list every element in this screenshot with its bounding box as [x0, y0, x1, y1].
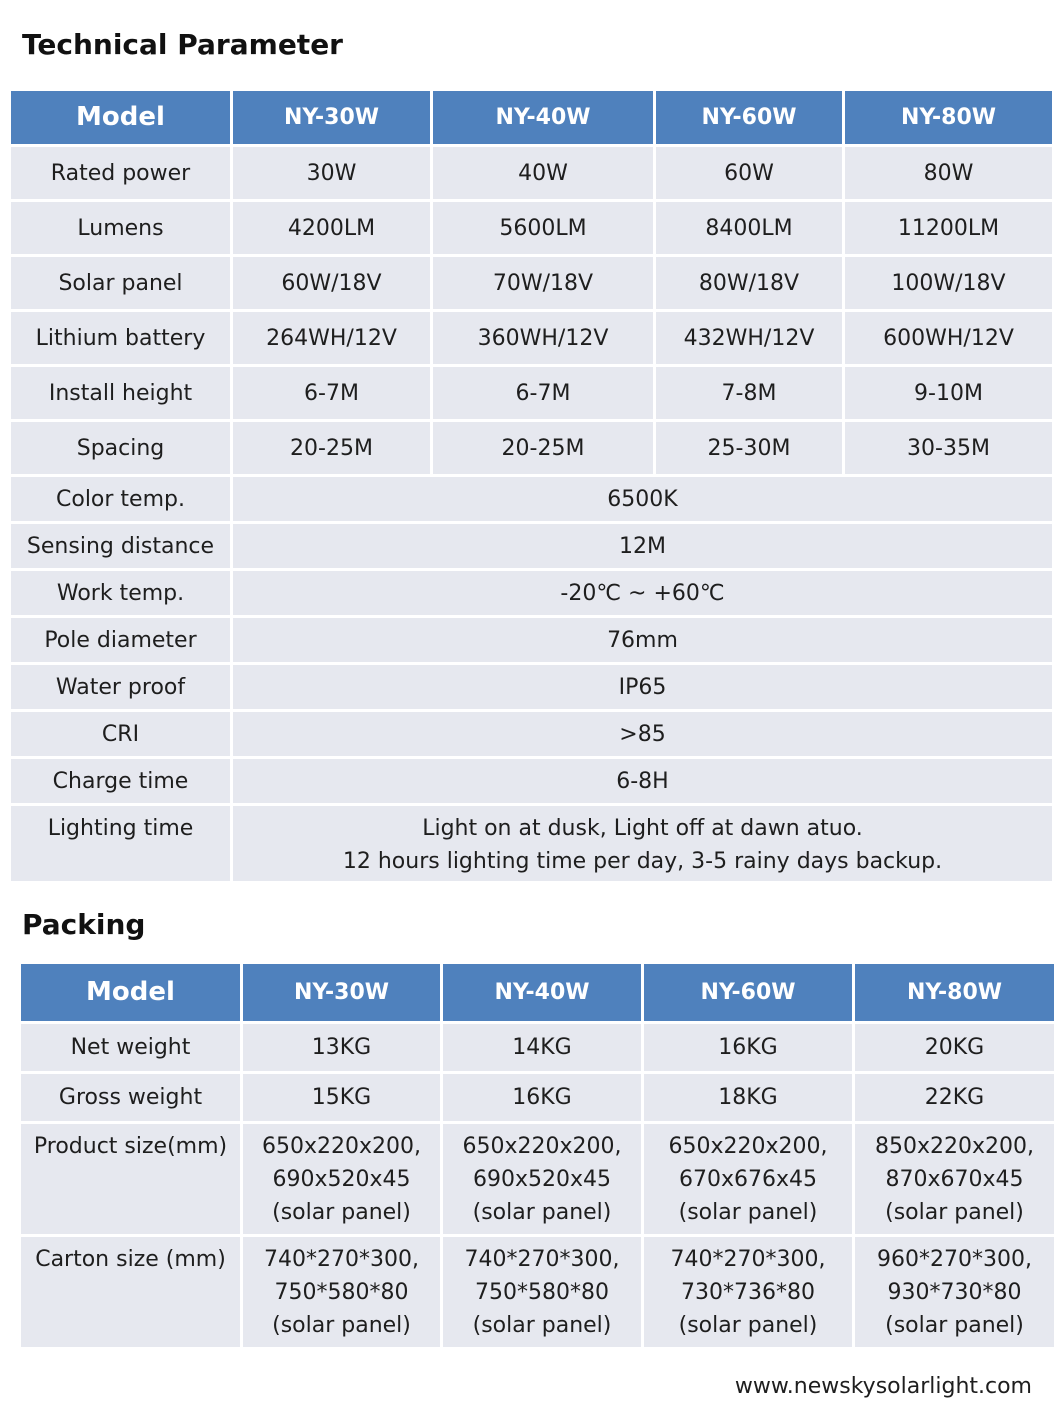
cell-line: (solar panel) [678, 1200, 818, 1225]
table-row [10, 201, 1054, 256]
table-row [10, 146, 1054, 201]
cell-line: 850x220x200, [874, 1134, 1034, 1159]
cell-value: 7-8M [655, 366, 844, 421]
cell-line: 960*270*300, [877, 1247, 1032, 1272]
row-label: Spacing [10, 421, 232, 476]
cell-value [242, 1123, 442, 1236]
row-label: Carton size (mm) [20, 1236, 242, 1349]
cell-value: 100W/18V [844, 256, 1054, 311]
cell-line: 750*580*80 [274, 1280, 409, 1305]
cell-line: (solar panel) [472, 1200, 612, 1225]
header-ny-40w: NY-40W [432, 90, 655, 146]
cell-value: 30-35M [844, 421, 1054, 476]
table-row [10, 664, 1054, 711]
row-label: Work temp. [10, 570, 232, 617]
cell-value: 30W [232, 146, 432, 201]
cell-value: 360WH/12V [432, 311, 655, 366]
cell-line: 930*730*80 [887, 1280, 1022, 1305]
cell-line: 740*270*300, [264, 1247, 419, 1272]
cell-line: (solar panel) [885, 1313, 1024, 1338]
header-ny-30w: NY-30W [232, 90, 432, 146]
cell-line: (solar panel) [272, 1200, 411, 1225]
table-header-row [20, 963, 1056, 1023]
cell-line: 650x220x200, [668, 1134, 828, 1159]
table-row [10, 805, 1054, 883]
cell-value: 80W [844, 146, 1054, 201]
cell-value [854, 1123, 1056, 1236]
cell-line: (solar panel) [272, 1313, 411, 1338]
cell-line: 740*270*300, [464, 1247, 620, 1272]
cell-value: 20KG [854, 1023, 1056, 1073]
table-row [10, 570, 1054, 617]
cell-line: 650x220x200, [462, 1134, 622, 1159]
cell-value: 5600LM [432, 201, 655, 256]
row-label: Install height [10, 366, 232, 421]
cell-value-common: 6500K [232, 476, 1054, 523]
row-label: Rated power [10, 146, 232, 201]
cell-value: 60W/18V [232, 256, 432, 311]
table-row [10, 311, 1054, 366]
cell-value-common: IP65 [232, 664, 1054, 711]
row-label: Solar panel [10, 256, 232, 311]
table-row [10, 256, 1054, 311]
header-model: Model [10, 90, 232, 146]
cell-line: 870x670x45 [885, 1167, 1024, 1192]
cell-value: 16KG [643, 1023, 854, 1073]
lighting-time-value [232, 805, 1054, 883]
table-row [10, 758, 1054, 805]
cell-line: 650x220x200, [261, 1134, 421, 1159]
cell-value-common: 12M [232, 523, 1054, 570]
row-label: Lumens [10, 201, 232, 256]
row-label: CRI [10, 711, 232, 758]
row-label: Lighting time [10, 805, 232, 883]
header-ny-60w: NY-60W [655, 90, 844, 146]
row-label: Product size(mm) [20, 1123, 242, 1236]
table-row [20, 1023, 1056, 1073]
cell-value-common: 6-8H [232, 758, 1054, 805]
row-label: Net weight [20, 1023, 242, 1073]
table-row [10, 617, 1054, 664]
table-row [10, 476, 1054, 523]
cell-value: 60W [655, 146, 844, 201]
cell-line: (solar panel) [885, 1200, 1024, 1225]
table-row [10, 523, 1054, 570]
cell-value [643, 1123, 854, 1236]
table-row [20, 1123, 1056, 1236]
row-label: Sensing distance [10, 523, 232, 570]
header-ny-30w: NY-30W [242, 963, 442, 1023]
cell-value [854, 1236, 1056, 1349]
cell-value: 40W [432, 146, 655, 201]
row-label: Lithium battery [10, 311, 232, 366]
cell-value: 20-25M [232, 421, 432, 476]
header-ny-80w: NY-80W [854, 963, 1056, 1023]
cell-value: 264WH/12V [232, 311, 432, 366]
cell-line: 750*580*80 [475, 1280, 609, 1305]
cell-line: 670x676x45 [678, 1167, 817, 1192]
header-ny-80w: NY-80W [844, 90, 1054, 146]
header-model: Model [20, 963, 242, 1023]
row-label: Pole diameter [10, 617, 232, 664]
cell-value: 15KG [242, 1073, 442, 1123]
packing-table [18, 961, 1057, 1350]
cell-value-common: >85 [232, 711, 1054, 758]
cell-value: 25-30M [655, 421, 844, 476]
table-row [10, 421, 1054, 476]
cell-value: 600WH/12V [844, 311, 1054, 366]
cell-value: 4200LM [232, 201, 432, 256]
cell-value: 80W/18V [655, 256, 844, 311]
row-label: Water proof [10, 664, 232, 711]
cell-value [242, 1236, 442, 1349]
table-row [10, 366, 1054, 421]
cell-line: 740*270*300, [670, 1247, 826, 1272]
cell-value: 18KG [643, 1073, 854, 1123]
table-row [20, 1073, 1056, 1123]
website-url: www.newskysolarlight.com [734, 1374, 1032, 1399]
cell-value: 432WH/12V [655, 311, 844, 366]
row-label: Color temp. [10, 476, 232, 523]
table-row [20, 1236, 1056, 1349]
cell-line: 690x520x45 [272, 1167, 411, 1192]
header-ny-40w: NY-40W [442, 963, 643, 1023]
packing-title: Packing [22, 908, 146, 941]
cell-value-common: -20℃ ~ +60℃ [232, 570, 1054, 617]
cell-value: 6-7M [232, 366, 432, 421]
cell-value: 20-25M [432, 421, 655, 476]
cell-value: 13KG [242, 1023, 442, 1073]
row-label: Charge time [10, 758, 232, 805]
cell-value: 8400LM [655, 201, 844, 256]
cell-line: 690x520x45 [472, 1167, 611, 1192]
lighting-line-1: Light on at dusk, Light off at dawn atuo. [422, 816, 863, 841]
technical-parameter-title: Technical Parameter [22, 28, 343, 61]
cell-value [442, 1236, 643, 1349]
cell-value: 9-10M [844, 366, 1054, 421]
table-header-row [10, 90, 1054, 146]
cell-line: (solar panel) [678, 1313, 818, 1338]
row-label: Gross weight [20, 1073, 242, 1123]
header-ny-60w: NY-60W [643, 963, 854, 1023]
cell-value: 6-7M [432, 366, 655, 421]
cell-value: 11200LM [844, 201, 1054, 256]
cell-value: 14KG [442, 1023, 643, 1073]
cell-value-common: 76mm [232, 617, 1054, 664]
cell-value: 16KG [442, 1073, 643, 1123]
lighting-line-2: 12 hours lighting time per day, 3-5 rainy days backup. [342, 849, 943, 874]
technical-parameter-table [8, 88, 1055, 884]
table-row [10, 711, 1054, 758]
cell-value [643, 1236, 854, 1349]
cell-line: 730*736*80 [681, 1280, 815, 1305]
cell-value [442, 1123, 643, 1236]
cell-value: 70W/18V [432, 256, 655, 311]
cell-value: 22KG [854, 1073, 1056, 1123]
cell-line: (solar panel) [472, 1313, 612, 1338]
